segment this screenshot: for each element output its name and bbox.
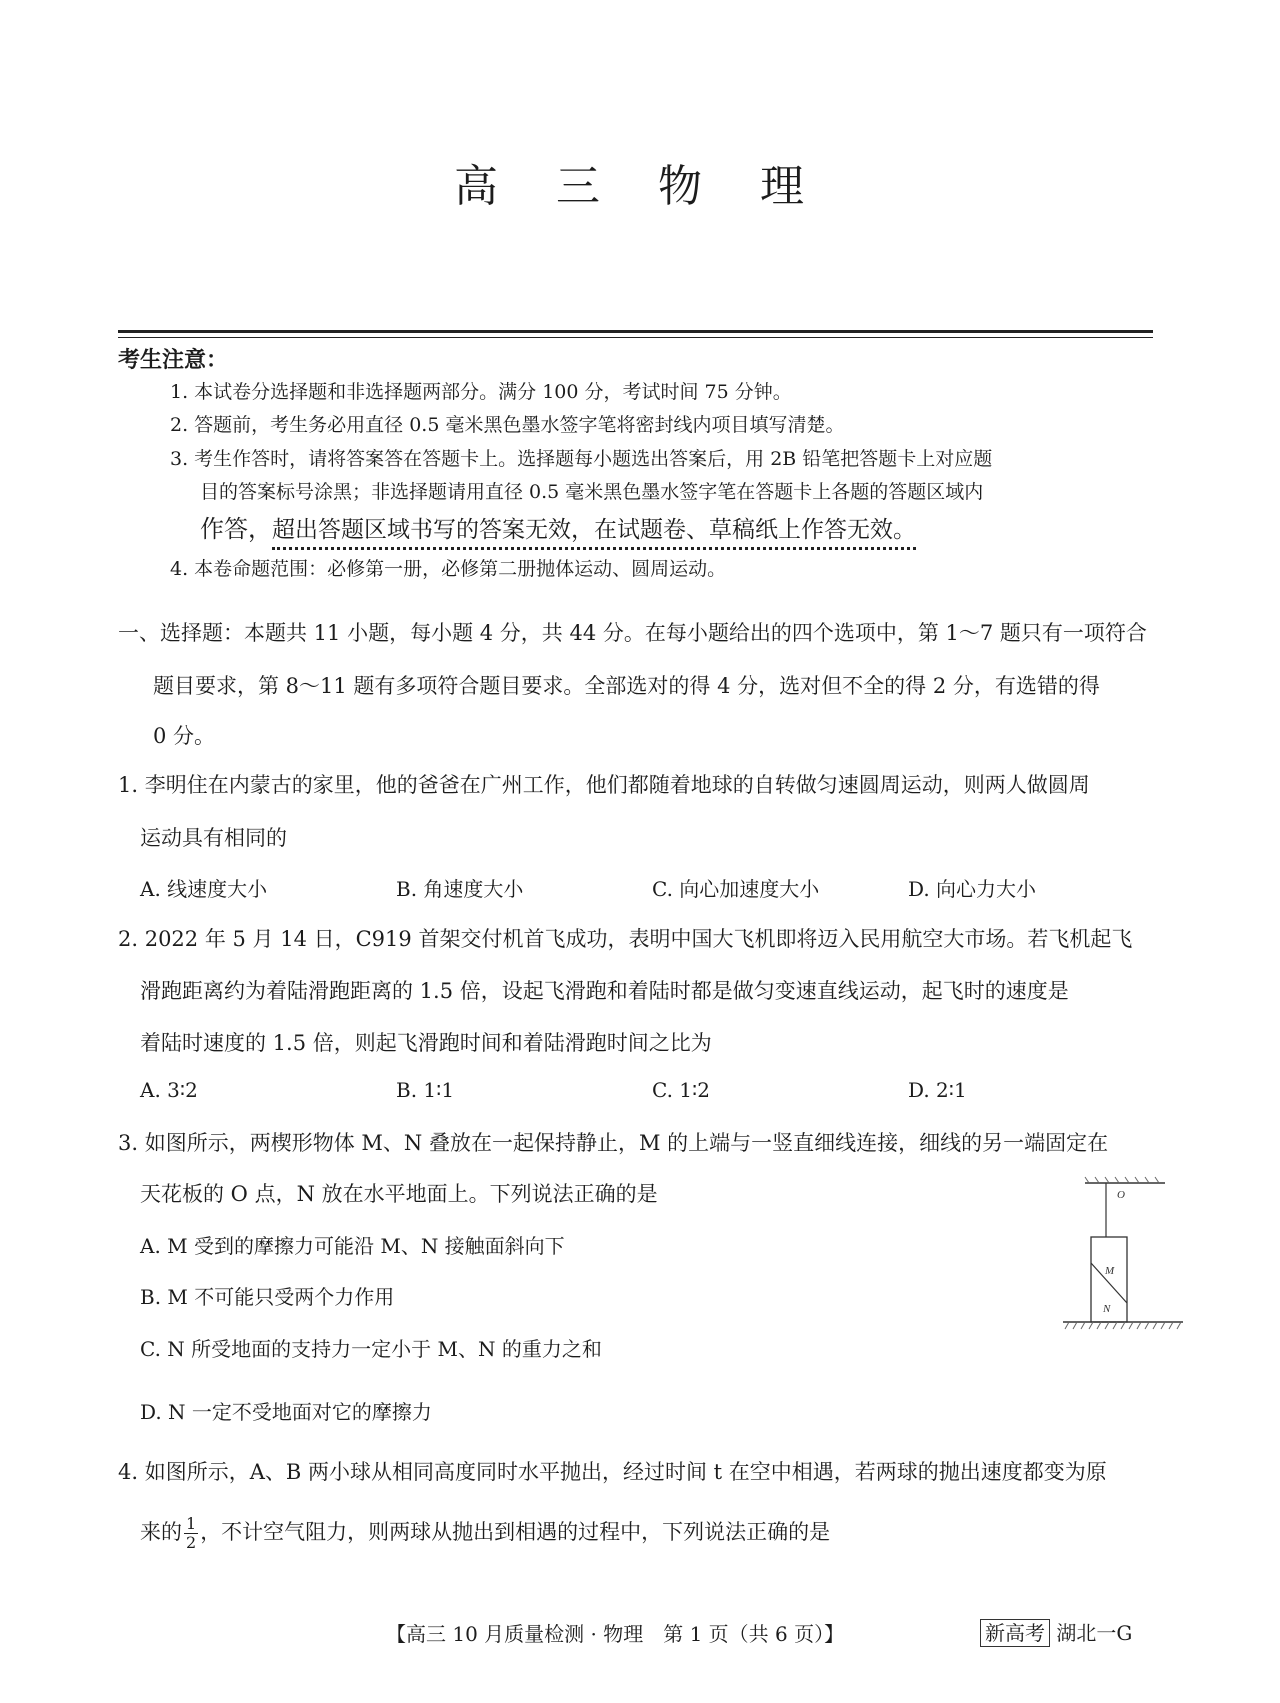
page-title: 高 三 物 理 [454,161,826,212]
q1-stem-1: 1. 李明住在内蒙古的家里，他的爸爸在广州工作，他们都随着地球的自转做匀速圆周运动，则两人做圆周 [118,773,1090,797]
ground-hatch [1065,1322,1181,1329]
q3-option-b: B. M 不可能只受两个力作用 [140,1285,395,1309]
q3-stem-2: 天花板的 O 点，N 放在水平地面上。下列说法正确的是 [140,1182,658,1206]
q3-stem-1: 3. 如图所示，两楔形物体 M、N 叠放在一起保持静止，M 的上端与一竖直细线连接，细线的另一端固定在 [118,1131,1109,1155]
header-rule-thick [118,330,1153,333]
q4-stem-2-post: ，不计空气阻力，则两球从抛出到相遇的过程中，下列说法正确的是 [200,1520,831,1544]
page-footer: 【高三 10 月质量检测 · 物理 第 1 页（共 6 页）】 [386,1622,845,1646]
label-m: M [1105,1265,1115,1277]
ceiling-hatch [1085,1177,1159,1183]
q2-stem-2: 滑跑距离约为着陆滑跑距离的 1.5 倍，设起飞滑跑和着陆时都是做匀变速直线运动，起飞时的速度是 [140,979,1069,1003]
q1-option-d: D. 向心力大小 [908,877,1037,901]
header-rule-thin [118,337,1153,338]
q3-option-a: A. M 受到的摩擦力可能沿 M、N 接触面斜向下 [140,1234,565,1258]
fraction-denominator: 2 [186,1533,197,1552]
q2-stem-3: 着陆时速度的 1.5 倍，则起飞滑跑时间和着陆滑跑时间之比为 [140,1031,712,1055]
label-n: N [1103,1303,1111,1315]
q4-stem-1: 4. 如图所示，A、B 两小球从相同高度同时水平抛出，经过时间 t 在空中相遇，若两球的抛出速度都变为原 [118,1460,1107,1484]
notice-item-4: 4. 本卷命题范围：必修第一册，必修第二册抛体运动、圆周运动。 [170,558,727,580]
q2-option-c: C. 1∶2 [652,1078,710,1102]
q1-stem-2: 运动具有相同的 [140,826,287,850]
q1-option-a: A. 线速度大小 [140,877,268,901]
fraction-numerator: 1 [186,1514,197,1533]
section-instruction-2: 题目要求，第 8～11 题有多项符合题目要求。全部选对的得 4 分，选对但不全的得 2 分，有选错的得 [153,674,1100,698]
notice-item-3: 3. 考生作答时，请将答案答在答题卡上。选择题每小题选出答案后，用 2B 铅笔把答题卡上对应题 [170,448,993,470]
notice-heading: 考生注意： [118,348,229,373]
q3-option-d: D. N 一定不受地面对它的摩擦力 [140,1400,432,1424]
notice-emphasis: 超出答题区域书写的答案无效，在试题卷、草稿纸上作答无效。 [272,517,916,550]
q1-option-b: B. 角速度大小 [396,877,524,901]
q2-option-b: B. 1∶1 [396,1078,455,1102]
q1-option-c: C. 向心加速度大小 [652,877,820,901]
notice-item-3-cont: 目的答案标号涂黑；非选择题请用直径 0.5 毫米黑色墨水签字笔在答题卡上各题的答题区域内 [200,481,984,503]
q4-stem-2 [140,1510,830,1554]
q3-option-c: C. N 所受地面的支持力一定小于 M、N 的重力之和 [140,1337,602,1361]
label-o: O [1117,1189,1125,1201]
edition-tag: 新高考 [980,1619,1050,1647]
fraction-one-half [184,1515,198,1552]
q4-stem-2-pre: 来的 [140,1520,182,1544]
q3-figure-wedges [1055,1175,1205,1335]
footer-edition [980,1617,1132,1646]
q2-stem-1: 2. 2022 年 5 月 14 日，C919 首架交付机首飞成功，表明中国大飞机即将迈入民用航空大市场。若飞机起飞 [118,927,1133,951]
notice-item-2: 2. 答题前，考生务必用直径 0.5 毫米黑色墨水签字笔将密封线内项目填写清楚。 [170,414,845,436]
q2-option-d: D. 2∶1 [908,1078,967,1102]
notice-item-1: 1. 本试卷分选择题和非选择题两部分。满分 100 分，考试时间 75 分钟。 [170,381,792,403]
notice-item-3-end [200,509,916,544]
edition-region: 湖北一G [1056,1621,1133,1645]
section-instruction-3: 0 分。 [153,724,216,748]
notice-answer-prefix: 作答， [200,515,272,543]
q2-option-a: A. 3∶2 [140,1078,198,1102]
section-instruction-1: 一、选择题：本题共 11 小题，每小题 4 分，共 44 分。在每小题给出的四个选项中，第 1～7 题只有一项符合 [118,621,1147,645]
